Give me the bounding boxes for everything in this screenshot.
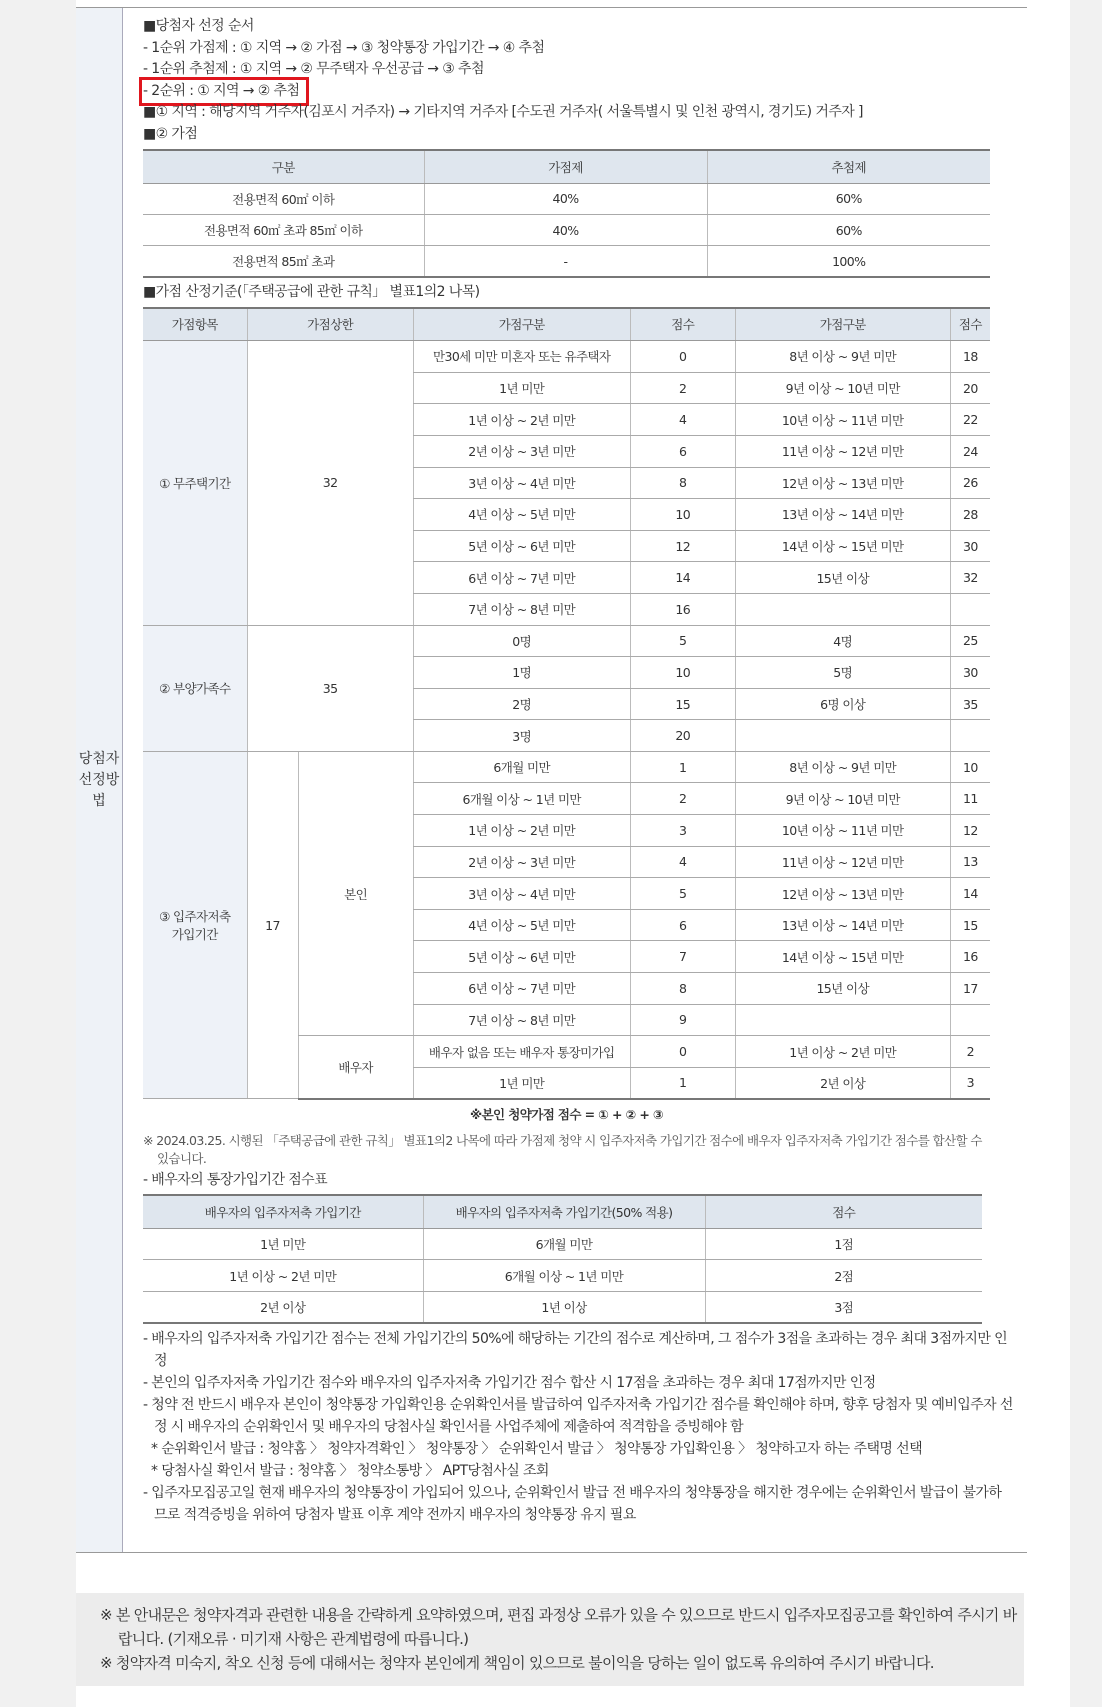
table-cell: 1년 미만 xyxy=(413,1067,630,1099)
table-cell: 10년 이상 ~ 11년 미만 xyxy=(735,404,950,436)
table-cell: 배우자 없음 또는 배우자 통장미가입 xyxy=(413,1036,630,1068)
bullet: - 배우자의 입주자저축 가입기간 점수는 전체 가입기간의 50%에 해당하는 기간의 점수로 계산하며, 그 점수가 3점을 초과하는 경우 최대 3점까지만 인정 xyxy=(143,1330,1008,1369)
table-row xyxy=(143,751,990,783)
table-cell xyxy=(735,593,950,625)
table-cell: 1명 xyxy=(413,657,630,689)
table-cell xyxy=(735,720,950,752)
table-cell: 2명 xyxy=(413,688,630,720)
table-cell: 3명 xyxy=(413,720,630,752)
table-cell: ① 무주택기간 xyxy=(143,341,247,625)
table-cell: ② 부양가족수 xyxy=(143,625,247,751)
section-label: 당첨자 선정방법 xyxy=(76,8,123,1552)
table-cell: 30 xyxy=(950,657,990,689)
table-cell: 6개월 이상 ~ 1년 미만 xyxy=(413,783,630,815)
table-cell: 13 xyxy=(950,846,990,878)
table-cell: 만30세 미만 미혼자 또는 유주택자 xyxy=(413,341,630,373)
rule-note: ※ 2024.03.25. 시행된 「주택공급에 관한 규칙」 별표1의2 나목에 따라 가점제 청약 시 입주자저축 가입기간 점수에 배우자 입주자저축 가입기간 점수를 합산할 수 있습니다. xyxy=(143,1132,982,1166)
table-row xyxy=(143,625,990,657)
table-cell: 2년 이상 ~ 3년 미만 xyxy=(413,846,630,878)
table-cell: 60% xyxy=(707,214,990,245)
col-header: 가점제 xyxy=(424,150,707,183)
table-cell: 10 xyxy=(630,499,735,531)
table-cell: 11년 이상 ~ 12년 미만 xyxy=(735,846,950,878)
table-cell: 2점 xyxy=(705,1260,982,1291)
table-cell: 5명 xyxy=(735,657,950,689)
col-header: 구분 xyxy=(143,150,424,183)
table-cell: 11 xyxy=(950,783,990,815)
footer-notice xyxy=(76,1593,1024,1686)
table-cell: 12 xyxy=(950,815,990,847)
table-cell xyxy=(950,1004,990,1036)
sub-bullet: * 순위확인서 발급 : 청약홈 〉 청약자격확인 〉 청약통장 〉 순위확인서 발급 〉 청약통장 가입확인용 〉 청약하고자 하는 주택명 선택 xyxy=(151,1440,923,1457)
table-cell: 0 xyxy=(630,341,735,373)
table-cell: 8년 이상 ~ 9년 미만 xyxy=(735,751,950,783)
table-cell: 6명 이상 xyxy=(735,688,950,720)
table-cell: 28 xyxy=(950,499,990,531)
table-cell: 12년 이상 ~ 13년 미만 xyxy=(735,878,950,910)
table-cell: 2 xyxy=(950,1036,990,1068)
order-title: ■당첨자 선정 순서 xyxy=(143,18,254,34)
table-cell: 7년 이상 ~ 8년 미만 xyxy=(413,593,630,625)
table-cell: - xyxy=(424,246,707,277)
table-cell: 4 xyxy=(630,846,735,878)
table-cell: 60% xyxy=(707,183,990,214)
col-header: 추첨제 xyxy=(707,150,990,183)
table-row xyxy=(143,246,990,277)
bullet: - 청약 전 반드시 배우자 본인이 청약통장 가입확인용 순위확인서를 발급하여 입주자저축 가입기간 점수를 확인해야 하며, 향후 당첨자 및 예비입주자 선정 시 배우자의 순위확인서 및 배우자의 당첨사실 확인서를 사업주체에 제출하여 적격함을 증빙해야 함 xyxy=(143,1396,1013,1435)
table-cell: 5년 이상 ~ 6년 미만 xyxy=(413,530,630,562)
table-cell: 전용면적 60㎡ 초과 85㎡ 이하 xyxy=(143,214,424,245)
table-cell: 1년 이상 ~ 2년 미만 xyxy=(735,1036,950,1068)
footer-line: ※ 본 안내문은 청약자격과 관련한 내용을 간략하게 요약하였으며, 편집 과정상 오류가 있을 수 있으므로 반드시 입주자모집공고를 확인하여 주시기 바랍니다. (기재오류 · 미기재 사항은 관계법령에 따릅니다.) xyxy=(100,1606,1017,1648)
table-cell: 30 xyxy=(950,530,990,562)
table-cell: ③ 입주자저축 가입기간 xyxy=(143,751,247,1099)
section-content xyxy=(123,8,1027,1552)
spouse-table xyxy=(143,1194,982,1323)
col-header: 점수 xyxy=(705,1195,982,1228)
table-cell: 4년 이상 ~ 5년 미만 xyxy=(413,499,630,531)
table-cell: 3 xyxy=(630,815,735,847)
table-cell: 13년 이상 ~ 14년 미만 xyxy=(735,499,950,531)
table-cell: 1 xyxy=(630,1067,735,1099)
table-cell: 5 xyxy=(630,625,735,657)
table-cell: 14 xyxy=(630,562,735,594)
table-row xyxy=(143,1228,982,1259)
table-cell: 2 xyxy=(630,372,735,404)
table-cell: 15년 이상 xyxy=(735,973,950,1005)
table-cell: 7 xyxy=(630,941,735,973)
bullet: - 입주자모집공고일 현재 배우자의 청약통장이 가입되어 있으나, 순위확인서 발급 전 배우자의 청약통장을 해지한 경우에는 순위확인서 발급이 불가하므로 적격증빙을 위하여 당첨자 발표 이후 계약 전까지 배우자의 청약통장 유지 필요 xyxy=(143,1484,1002,1523)
table-cell: 15 xyxy=(950,909,990,941)
table-cell: 0 xyxy=(630,1036,735,1068)
table-cell: 9년 이상 ~ 10년 미만 xyxy=(735,783,950,815)
order-line: - 1순위 가점제 : ① 지역 → ② 가점 → ③ 청약통장 가입기간 → ④ 추첨 xyxy=(143,39,545,56)
table-cell: 35 xyxy=(247,625,413,751)
table-cell: 20 xyxy=(630,720,735,752)
table-cell: 26 xyxy=(950,467,990,499)
table-cell: 1년 이상 ~ 2년 미만 xyxy=(143,1260,423,1291)
table-cell: 3점 xyxy=(705,1291,982,1322)
table-cell: 1년 미만 xyxy=(413,372,630,404)
table-row xyxy=(143,1291,982,1322)
table-cell: 본인 xyxy=(298,751,413,1035)
table-cell: 8 xyxy=(630,467,735,499)
table-cell: 13년 이상 ~ 14년 미만 xyxy=(735,909,950,941)
table-cell xyxy=(950,720,990,752)
table-cell: 6 xyxy=(630,435,735,467)
table-cell: 6년 이상 ~ 7년 미만 xyxy=(413,562,630,594)
table-cell: 6 xyxy=(630,909,735,941)
winner-selection-section xyxy=(76,7,1027,1553)
table-cell: 3 xyxy=(950,1067,990,1099)
table-cell: 1점 xyxy=(705,1228,982,1259)
table-cell: 14년 이상 ~ 15년 미만 xyxy=(735,530,950,562)
table-cell: 1 xyxy=(630,751,735,783)
col-header: 가점상한 xyxy=(247,308,413,341)
bullet: - 본인의 입주자저축 가입기간 점수와 배우자의 입주자저축 가입기간 점수 합산 시 17점을 초과하는 경우 최대 17점까지만 인정 xyxy=(143,1374,876,1391)
col-header: 가점항목 xyxy=(143,308,247,341)
table-cell: 14년 이상 ~ 15년 미만 xyxy=(735,941,950,973)
table-cell: 10년 이상 ~ 11년 미만 xyxy=(735,815,950,847)
table-row xyxy=(143,1260,982,1291)
table-cell: 22 xyxy=(950,404,990,436)
table-cell xyxy=(950,593,990,625)
table-cell: 7년 이상 ~ 8년 미만 xyxy=(413,1004,630,1036)
table-cell: 1년 이상 ~ 2년 미만 xyxy=(413,404,630,436)
table-cell: 4명 xyxy=(735,625,950,657)
highlighted-order-line: - 2순위 : ① 지역 → ② 추첨 xyxy=(143,81,305,103)
table-cell: 전용면적 60㎡ 이하 xyxy=(143,183,424,214)
table-cell: 35 xyxy=(950,688,990,720)
table-cell: 8 xyxy=(630,973,735,1005)
table-cell: 15 xyxy=(630,688,735,720)
table-cell: 8년 이상 ~ 9년 미만 xyxy=(735,341,950,373)
table-cell: 2년 이상 xyxy=(735,1067,950,1099)
region-line: ■① 지역 : 해당지역 거주자(김포시 거주자) → 기타지역 거주자 [수도권 거주자( 서울특별시 및 인천 광역시, 경기도) 거주자 ] xyxy=(143,104,863,120)
points-title: ■② 가점 xyxy=(143,125,198,142)
col-header: 점수 xyxy=(630,308,735,341)
table-cell: 10 xyxy=(630,657,735,689)
table-cell: 2 xyxy=(630,783,735,815)
table-cell: 2년 이상 ~ 3년 미만 xyxy=(413,435,630,467)
table-cell: 15년 이상 xyxy=(735,562,950,594)
table-cell xyxy=(735,1004,950,1036)
table-cell: 전용면적 85㎡ 초과 xyxy=(143,246,424,277)
table-cell: 1년 이상 xyxy=(423,1291,705,1322)
col-header: 배우자의 입주자저축 가입기간 xyxy=(143,1195,423,1228)
table-cell: 16 xyxy=(950,941,990,973)
table-cell: 4 xyxy=(630,404,735,436)
table-cell: 40% xyxy=(424,183,707,214)
col-header: 가점구분 xyxy=(735,308,950,341)
criteria-table xyxy=(143,307,990,1100)
formula: ※본인 청약가점 점수 = ① + ② + ③ xyxy=(470,1106,663,1122)
ratio-table xyxy=(143,149,990,278)
table-cell: 4년 이상 ~ 5년 미만 xyxy=(413,909,630,941)
table-cell: 40% xyxy=(424,214,707,245)
col-header: 배우자의 입주자저축 가입기간(50% 적용) xyxy=(423,1195,705,1228)
table-cell: 24 xyxy=(950,435,990,467)
table-cell: 1년 이상 ~ 2년 미만 xyxy=(413,815,630,847)
table-cell: 11년 이상 ~ 12년 미만 xyxy=(735,435,950,467)
table-cell: 1년 미만 xyxy=(143,1228,423,1259)
table-cell: 16 xyxy=(630,593,735,625)
table-cell: 20 xyxy=(950,372,990,404)
footer-line: ※ 청약자격 미숙지, 착오 신청 등에 대해서는 청약자 본인에게 책임이 있으므로 불이익을 당하는 일이 없도록 유의하여 주시기 바랍니다. xyxy=(100,1654,934,1672)
table-cell: 18 xyxy=(950,341,990,373)
table-cell: 5 xyxy=(630,878,735,910)
table-cell: 25 xyxy=(950,625,990,657)
order-line: - 1순위 추첨제 : ① 지역 → ② 무주택자 우선공급 → ③ 추첨 xyxy=(143,61,484,77)
table-cell: 6개월 미만 xyxy=(423,1228,705,1259)
table-cell: 14 xyxy=(950,878,990,910)
table-cell: 9 xyxy=(630,1004,735,1036)
col-header: 가점구분 xyxy=(413,308,630,341)
table-cell: 100% xyxy=(707,246,990,277)
spouse-table-title: - 배우자의 통장가입기간 점수표 xyxy=(143,1171,328,1188)
table-cell: 32 xyxy=(950,562,990,594)
table-cell: 3년 이상 ~ 4년 미만 xyxy=(413,467,630,499)
table-cell: 6개월 이상 ~ 1년 미만 xyxy=(423,1260,705,1291)
criteria-title: ■가점 산정기준(「주택공급에 관한 규칙」 별표1의2 나목) xyxy=(143,284,480,301)
table-cell: 배우자 xyxy=(298,1036,413,1099)
table-cell: 10 xyxy=(950,751,990,783)
table-cell: 2년 이상 xyxy=(143,1291,423,1322)
table-cell: 12 xyxy=(630,530,735,562)
table-cell: 5년 이상 ~ 6년 미만 xyxy=(413,941,630,973)
table-cell: 0명 xyxy=(413,625,630,657)
table-row xyxy=(143,183,990,214)
table-cell: 3년 이상 ~ 4년 미만 xyxy=(413,878,630,910)
table-cell: 12년 이상 ~ 13년 미만 xyxy=(735,467,950,499)
table-cell: 17 xyxy=(247,751,298,1099)
table-cell: 6년 이상 ~ 7년 미만 xyxy=(413,973,630,1005)
table-row xyxy=(143,214,990,245)
table-cell: 32 xyxy=(247,341,413,625)
table-cell: 9년 이상 ~ 10년 미만 xyxy=(735,372,950,404)
table-row xyxy=(143,341,990,373)
table-cell: 17 xyxy=(950,973,990,1005)
sub-bullet: * 당첨사실 확인서 발급 : 청약홈 〉 청약소통방 〉 APT당첨사실 조회 xyxy=(151,1462,549,1479)
col-header: 점수 xyxy=(950,308,990,341)
table-cell: 6개월 미만 xyxy=(413,751,630,783)
